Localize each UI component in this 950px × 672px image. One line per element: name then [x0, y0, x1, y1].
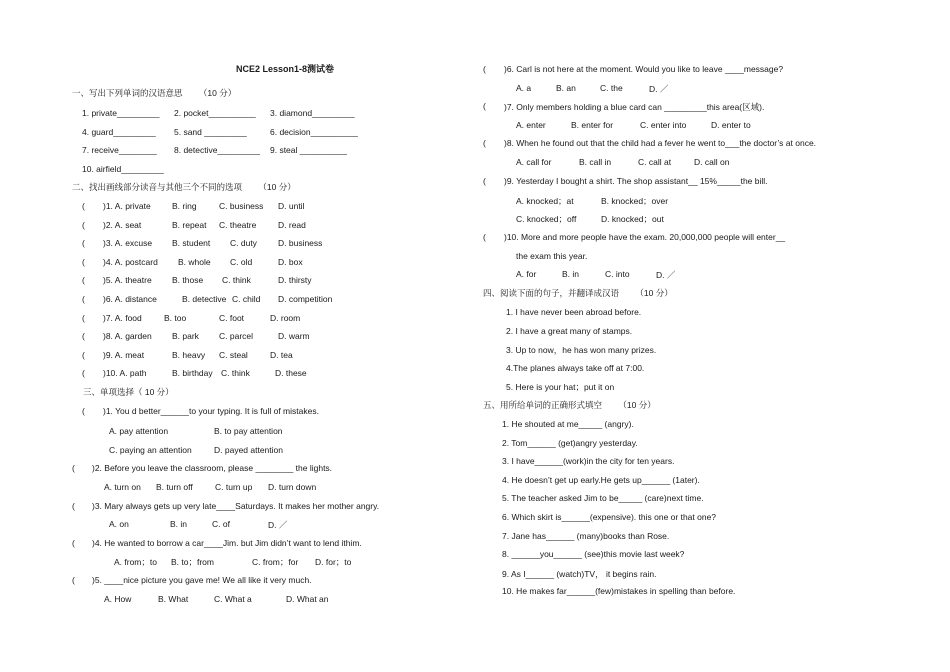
question-bracket: ( [72, 538, 75, 548]
phonetics-option: )3. A. excuse [103, 238, 153, 249]
phonetics-option: B. repeat [172, 219, 207, 230]
vocab-item: 7. receive________ [82, 145, 157, 155]
vocab-item: 4. guard_________ [82, 127, 156, 137]
vocab-item: 9. steal __________ [270, 145, 348, 155]
phonetics-option: C. duty [230, 238, 257, 249]
phonetics-option: C. steal [219, 349, 248, 360]
phonetics-option: B. student [172, 238, 211, 249]
phonetics-option: )10. A. path [103, 368, 147, 379]
choice-option: A. knocked；at [516, 196, 574, 206]
choice-option: C. enter into [640, 120, 687, 130]
section2-heading-text: 二、找出画线部分读音与其他三个不同的选项 [72, 182, 243, 192]
choice-option: A. call for [516, 157, 552, 167]
section5-score: （10 分） [618, 400, 656, 410]
fill-blank-sentence: 8. ______you______ (see)this movie last week? [502, 549, 685, 560]
section4-score: （10 分） [635, 288, 673, 298]
choice-option: B. turn off [156, 482, 193, 492]
fill-blank-sentence: 9. As I______ (watch)TV， it begins rain. [502, 568, 657, 579]
phonetics-option: D. competition [278, 294, 333, 304]
phonetics-option: ( [82, 219, 85, 230]
choice-option: D. enter to [711, 120, 751, 130]
choice-option: D. payed attention [214, 445, 283, 455]
choice-option: C. the [600, 83, 623, 93]
choice-option: B. to；from [171, 557, 214, 567]
choice-option: C. What a [214, 594, 252, 604]
phonetics-option: D. warm [278, 331, 310, 342]
choice-option: C. from；for [252, 557, 299, 567]
question-bracket: ( [483, 138, 486, 148]
section2-score: （10 分） [258, 182, 296, 192]
choice-option: D. turn down [268, 482, 317, 492]
fill-blank-sentence: 2. Tom______ (get)angry yesterday. [502, 437, 638, 448]
question-text: )3. Mary always gets up very late____Saturdays. It makes her mother angry. [92, 501, 380, 511]
section5-heading [483, 400, 656, 410]
phonetics-option: )6. A. distance [103, 294, 157, 304]
question-text: )9. Yesterday I bought a shirt. The shop assistant__ 15%_____the bill. [504, 176, 768, 186]
choice-option: B. knocked；over [601, 196, 669, 206]
phonetics-option: D. tea [270, 349, 293, 360]
phonetics-option: )9. A. meat [103, 349, 145, 360]
question-text: )5. ____nice picture you gave me! We all like it very much. [92, 575, 312, 585]
vocab-item: 10. airfield_________ [82, 164, 164, 174]
choice-option: D. call on [694, 157, 730, 167]
vocab-item: 1. private_________ [82, 108, 160, 118]
choice-option: C. call at [638, 157, 672, 167]
choice-option: A. enter [516, 120, 546, 130]
question-bracket: ( [483, 176, 486, 186]
choice-option: B. to pay attention [214, 426, 283, 436]
vocab-item: 8. detective_________ [174, 145, 261, 155]
phonetics-option: )1. A. private [103, 201, 151, 211]
phonetics-option: C. parcel [219, 331, 254, 342]
vocab-item: 5. sand _________ [174, 127, 247, 137]
question-text: )1. You d better______to your typing. It is full of mistakes. [103, 406, 319, 416]
section2-heading [72, 182, 296, 192]
phonetics-option: C. foot [219, 312, 245, 323]
question-bracket: ( [72, 463, 75, 473]
fill-blank-sentence: 6. Which skirt is______(expensive). this one or that one? [502, 512, 717, 522]
section5-heading-text: 五、用所给单词的正确形式填空 [483, 400, 603, 410]
phonetics-option: ( [82, 256, 85, 267]
choice-option: D. ／ [268, 520, 288, 530]
choice-option: C. of [212, 519, 230, 529]
question-text: )2. Before you leave the classroom, please ________ the lights. [92, 463, 333, 473]
phonetics-option: D. these [275, 368, 307, 379]
choice-option: A. from；to [114, 557, 157, 567]
choice-option: A. How [104, 594, 132, 604]
section3-heading: 三、单项选择（ 10 分） [83, 387, 174, 397]
phonetics-option: B. too [164, 312, 187, 323]
phonetics-option: D. room [270, 312, 301, 323]
phonetics-option: C. think [221, 368, 250, 379]
choice-option: B. an [556, 83, 576, 93]
question-bracket: ( [483, 64, 486, 74]
phonetics-option: B. ring [172, 201, 197, 211]
choice-option: C. paying an attention [109, 445, 192, 455]
choice-option: B. in [562, 269, 580, 279]
choice-option: C. into [605, 269, 630, 279]
phonetics-option: D. until [278, 201, 305, 211]
phonetics-option: B. park [172, 331, 199, 342]
translation-sentence: 3. Up to now，he has won many prizes. [506, 345, 657, 356]
fill-blank-sentence: 1. He shouted at me_____ (angry). [502, 419, 634, 429]
phonetics-option: C. child [232, 294, 261, 304]
question-bracket: ( [483, 232, 486, 242]
translation-sentence: 5. Here is your hat；put it on [506, 382, 615, 393]
phonetics-option: ( [82, 275, 85, 286]
choice-option: B. call in [579, 157, 612, 167]
question-text-continued: the exam this year. [516, 251, 588, 261]
section1-score: （10 分） [198, 88, 237, 98]
choice-option: B. What [158, 594, 189, 604]
fill-blank-sentence: 4. He doesn’t get up early.He gets up______ (1ater). [502, 474, 700, 485]
choice-option: C. knocked；off [516, 214, 577, 224]
phonetics-option: B. detective [182, 294, 227, 304]
phonetics-option: )8. A. garden [103, 331, 152, 342]
phonetics-option: )7. A. food [103, 312, 142, 323]
question-bracket: ( [483, 101, 486, 111]
choice-option: B. enter for [571, 120, 614, 130]
question-bracket: ( [72, 501, 75, 511]
phonetics-option: D. box [278, 256, 303, 267]
question-text: )10. More and more people have the exam. 20,000,000 people will enter__ [504, 232, 786, 242]
question-bracket: ( [72, 575, 75, 585]
section4-heading-text: 四、阅读下面的句子，并翻译成汉语 [483, 288, 620, 298]
phonetics-option: D. business [278, 238, 323, 249]
phonetics-option: ( [82, 368, 85, 379]
question-text: )6. Carl is not here at the moment. Would you like to leave ____message? [504, 64, 784, 74]
phonetics-option: )5. A. theatre [103, 275, 152, 286]
choice-option: C. turn up [215, 482, 253, 492]
choice-option: D. for；to [315, 557, 352, 567]
translation-sentence: 1. I have never been abroad before. [506, 307, 642, 317]
choice-option: A. a [516, 83, 532, 93]
vocab-item: 6. decision__________ [270, 127, 358, 137]
phonetics-option: B. whole [178, 256, 211, 267]
choice-option: D. ／ [656, 270, 676, 280]
phonetics-option: D. thirsty [278, 275, 312, 286]
phonetics-option: ( [82, 349, 85, 360]
translation-sentence: 4.The planes always take off at 7:00. [506, 362, 645, 373]
phonetics-option: D. read [278, 219, 306, 230]
phonetics-option: ( [82, 201, 85, 211]
choice-option: A. on [109, 519, 129, 529]
translation-sentence: 2. I have a great many of stamps. [506, 325, 633, 336]
question-text: )8. When he found out that the child had a fever he went to___the doctor’s at once. [504, 138, 817, 148]
phonetics-option: )2. A. seat [103, 219, 142, 230]
phonetics-option: C. business [219, 201, 264, 211]
choice-option: D. What an [286, 594, 329, 604]
question-text: )7. Only members holding a blue card can _________this area(区域). [504, 102, 765, 112]
question-bracket: ( [82, 406, 85, 416]
choice-option: A. pay attention [109, 426, 169, 436]
phonetics-option: B. heavy [172, 349, 206, 360]
phonetics-option: B. those [172, 275, 204, 286]
phonetics-option: ( [82, 294, 85, 304]
choice-option: B. in [170, 519, 188, 529]
phonetics-option: ( [82, 238, 85, 249]
phonetics-option: )4. A. postcard [103, 256, 158, 267]
phonetics-option: C. old [230, 256, 253, 267]
phonetics-option: C. think [222, 275, 251, 286]
section1-heading [72, 88, 236, 98]
fill-blank-sentence: 5. The teacher asked Jim to be_____ (care)next time. [502, 493, 704, 504]
page-title: NCE2 Lesson1-8测试卷 [236, 64, 335, 74]
section4-heading [483, 288, 673, 298]
phonetics-option: C. theatre [219, 219, 257, 230]
choice-option: D. ／ [649, 84, 669, 94]
choice-option: A. turn on [104, 482, 141, 492]
phonetics-option: ( [82, 312, 85, 323]
section1-heading-text: 一、写出下列单词的汉语意思 [72, 88, 183, 98]
vocab-item: 3. diamond_________ [270, 108, 355, 118]
fill-blank-sentence: 7. Jane has______ (many)books than Rose. [502, 530, 670, 541]
choice-option: A. for [516, 269, 537, 279]
phonetics-option: B. birthday [172, 368, 213, 379]
fill-blank-sentence: 10. He makes far______(few)mistakes in spelling than before. [502, 586, 736, 597]
question-text: )4. He wanted to borrow a car____Jim. but Jim didn’t want to lend ithim. [92, 538, 362, 548]
phonetics-option: ( [82, 331, 85, 342]
fill-blank-sentence: 3. I have______(work)in the city for ten years. [502, 456, 675, 467]
vocab-item: 2. pocket__________ [174, 108, 256, 118]
choice-option: D. knocked；out [601, 214, 664, 224]
